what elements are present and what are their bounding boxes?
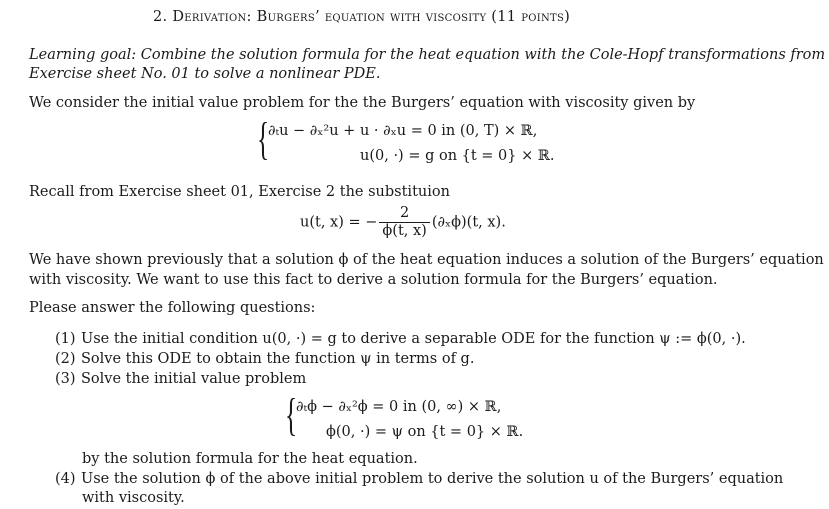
burgers-equation: ∂ₜu − ∂ₓ²u + u · ∂ₓu = 0 in (0, T) × ℝ, <box>268 123 538 139</box>
question-1-number: (1) <box>55 331 76 347</box>
question-3-text: Solve the initial value problem <box>81 371 307 387</box>
question-2 <box>55 351 474 368</box>
question-1 <box>55 331 746 348</box>
burgers-initial-condition: u(0, ·) = g on {t = 0} × ℝ. <box>360 148 555 164</box>
substitution-fraction <box>379 205 429 240</box>
question-2-number: (2) <box>55 351 76 367</box>
question-4-text-line-2: with viscosity. <box>82 490 185 506</box>
question-4 <box>55 471 783 488</box>
substitution-lhs: u(t, x) = − <box>300 214 378 231</box>
heat-initial-condition: ϕ(0, ·) = ψ on {t = 0} × ℝ. <box>326 424 524 440</box>
cole-hopf-substitution <box>300 205 506 240</box>
question-4-number: (4) <box>55 471 76 487</box>
left-brace-2: { <box>284 389 298 440</box>
intro-paragraph: We consider the initial value problem for the the Burgers’ equation with viscosity given by <box>29 95 696 111</box>
question-4-text: Use the solution ϕ of the above initial problem to derive the solution u of the Burgers’ equation <box>81 471 784 487</box>
fraction-denominator: ϕ(t, x) <box>382 222 427 239</box>
question-1-text: Use the initial condition u(0, ·) = g to derive a separable ODE for the function ψ := ϕ(0, ·). <box>81 331 746 347</box>
learning-goal-line-2: Exercise sheet No. 01 to solve a nonlinear PDE. <box>29 66 381 82</box>
heat-equation: ∂ₜϕ − ∂ₓ²ϕ = 0 in (0, ∞) × ℝ, <box>296 399 502 415</box>
question-2-text: Solve this ODE to obtain the function ψ in terms of g. <box>81 351 475 367</box>
substitution-rhs: (∂ₓϕ)(t, x). <box>431 214 506 231</box>
paragraph-2-line-1: We have shown previously that a solution ϕ of the heat equation induces a solution of the Burgers’ equation <box>29 252 824 268</box>
question-3-number: (3) <box>55 371 76 387</box>
learning-goal-line-1: Learning goal: Combine the solution formula for the heat equation with the Cole-Hopf transformations from <box>29 47 826 63</box>
paragraph-2-line-2: with viscosity. We want to use this fact to derive a solution formula for the Burgers’ equation. <box>29 272 718 288</box>
question-3 <box>55 371 306 388</box>
left-brace: { <box>256 113 270 164</box>
exercise-title: 2. Derivation: Burgers’ equation with viscosity (11 points) <box>153 9 571 25</box>
questions-intro: Please answer the following questions: <box>29 300 316 316</box>
recall-paragraph: Recall from Exercise sheet 01, Exercise 2 the substituion <box>29 184 450 200</box>
fraction-numerator: 2 <box>379 205 429 223</box>
question-3-continuation: by the solution formula for the heat equation. <box>82 451 418 467</box>
